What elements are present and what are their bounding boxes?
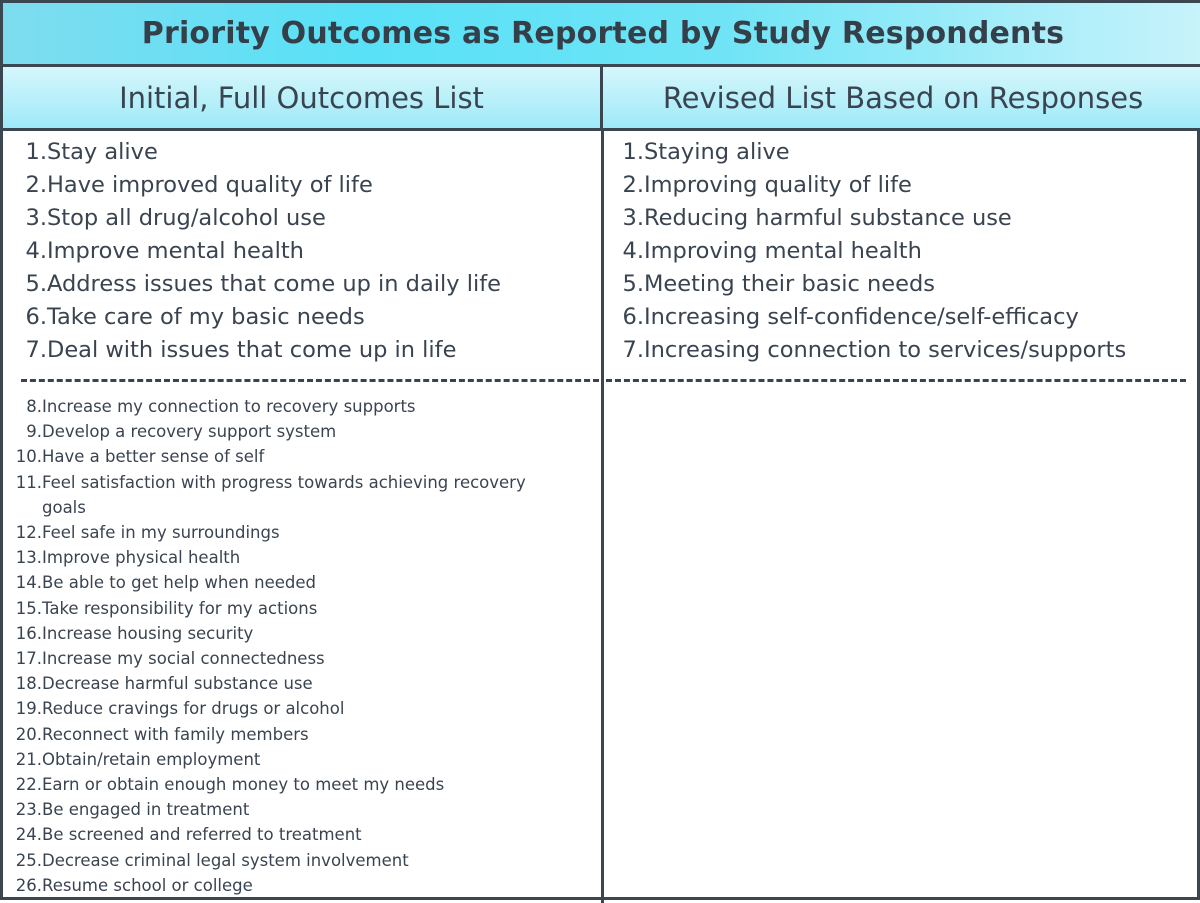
item-number: 19. (15, 699, 42, 719)
initial-outcome-item (11, 722, 571, 747)
item-number: 20. (15, 724, 42, 744)
item-number: 14. (15, 573, 42, 593)
initial-outcome-item (11, 671, 571, 696)
item-text: Take responsibility for my actions (42, 598, 318, 618)
initial-outcome-item (11, 848, 571, 873)
revised-outcome-item (620, 334, 1126, 367)
table-title: Priority Outcomes as Reported by Study Respondents (141, 16, 1065, 51)
item-number: 3. (25, 205, 47, 231)
item-text: Improving quality of life (644, 172, 912, 198)
item-number: 5. (622, 271, 644, 297)
item-text: Increase my social connectedness (42, 649, 325, 669)
initial-outcome-item (11, 822, 571, 847)
item-text: Increase my connection to recovery supports (42, 397, 416, 416)
item-text: Feel safe in my surroundings (42, 523, 280, 543)
initial-outcome-item (23, 301, 501, 334)
item-text: Be screened and referred to treatment (42, 825, 362, 845)
item-text: Be able to get help when needed (42, 573, 317, 593)
item-text: Obtain/retain employment (42, 749, 261, 769)
item-text: Increasing self-confidence/self-efficacy (644, 304, 1079, 330)
item-text: Be engaged in treatment (42, 800, 250, 820)
item-number: 21. (15, 749, 42, 769)
item-number: 11. (15, 472, 42, 492)
dashed-separator-right (606, 379, 1186, 382)
item-text: Have improved quality of life (47, 172, 373, 198)
item-number: 1. (25, 139, 47, 165)
initial-outcome-item (11, 545, 571, 570)
initial-outcome-item (11, 394, 571, 419)
dashed-separator-left (21, 379, 599, 382)
initial-outcome-item (11, 797, 571, 822)
item-number: 1. (622, 139, 644, 165)
item-text: Reconnect with family members (42, 724, 309, 744)
initial-list-header (3, 67, 603, 128)
item-number: 23. (15, 800, 42, 820)
item-text: Stop all drug/alcohol use (47, 205, 326, 231)
item-text: Deal with issues that come up in life (47, 337, 457, 363)
item-text: Improve mental health (47, 238, 304, 264)
item-text: Resume school or college (42, 875, 253, 895)
item-text: Earn or obtain enough money to meet my needs (42, 775, 445, 795)
title-bar (3, 3, 1200, 67)
initial-outcome-item (11, 696, 571, 721)
item-number: 15. (15, 598, 42, 618)
revised-list (620, 136, 1126, 367)
initial-outcome-item (11, 873, 571, 898)
column-header-row (3, 67, 1200, 131)
item-number: 7. (25, 337, 47, 363)
initial-list-header-label: Initial, Full Outcomes List (119, 80, 484, 115)
revised-outcome-item (620, 235, 1126, 268)
item-number: 7. (622, 337, 644, 363)
initial-top-list (23, 136, 501, 367)
revised-list-header-label: Revised List Based on Responses (662, 80, 1144, 115)
item-number: 3. (622, 205, 644, 231)
item-text: Reducing harmful substance use (644, 205, 1012, 231)
item-number: 13. (15, 548, 42, 568)
item-text: Stay alive (47, 139, 158, 165)
item-text: Improve physical health (42, 548, 241, 568)
item-number: 17. (15, 649, 42, 669)
initial-outcome-item (23, 136, 501, 169)
item-text: Take care of my basic needs (47, 304, 365, 330)
item-text: Improving mental health (644, 238, 922, 264)
revised-outcome-item (620, 136, 1126, 169)
item-number: 2. (25, 172, 47, 198)
item-text: Decrease criminal legal system involvement (42, 850, 409, 870)
item-number: 12. (15, 523, 42, 543)
initial-outcome-item (23, 169, 501, 202)
item-text: Feel satisfaction with progress towards achieving recovery goals (42, 472, 526, 517)
initial-outcome-item (11, 646, 571, 671)
item-number: 8. (26, 397, 42, 416)
item-text: Meeting their basic needs (644, 271, 935, 297)
initial-outcome-item (11, 444, 571, 469)
initial-outcome-item (11, 596, 571, 621)
initial-outcome-item (23, 235, 501, 268)
item-number: 9. (26, 422, 42, 442)
item-text: Staying alive (644, 139, 790, 165)
item-number: 24. (15, 825, 42, 845)
initial-outcome-item (11, 570, 571, 595)
item-text: Have a better sense of self (42, 447, 265, 467)
revised-outcome-item (620, 202, 1126, 235)
item-number: 22. (15, 775, 42, 795)
initial-outcome-item (23, 334, 501, 367)
item-text: Reduce cravings for drugs or alcohol (42, 699, 345, 719)
item-number: 4. (622, 238, 644, 264)
initial-outcome-item (11, 419, 571, 444)
item-text: Decrease harmful substance use (42, 674, 313, 694)
item-number: 10. (15, 447, 42, 467)
item-number: 4. (25, 238, 47, 264)
initial-outcome-item (11, 747, 571, 772)
initial-outcome-item (11, 621, 571, 646)
item-number: 26. (15, 875, 42, 895)
initial-outcome-item (11, 520, 571, 545)
item-number: 25. (15, 850, 42, 870)
item-text: Increase housing security (42, 623, 254, 643)
item-number: 6. (622, 304, 644, 330)
revised-list-header (603, 67, 1200, 128)
item-number: 5. (25, 271, 47, 297)
column-divider (601, 131, 604, 903)
item-text: Increasing connection to services/supports (644, 337, 1127, 363)
revised-outcome-item (620, 301, 1126, 334)
initial-outcome-item (23, 202, 501, 235)
initial-outcome-item (11, 470, 571, 520)
initial-outcome-item (11, 772, 571, 797)
item-text: Develop a recovery support system (42, 422, 337, 442)
item-number: 2. (622, 172, 644, 198)
item-number: 16. (15, 623, 42, 643)
revised-outcome-item (620, 268, 1126, 301)
item-number: 18. (15, 674, 42, 694)
initial-remaining-list (11, 394, 571, 898)
item-text: Address issues that come up in daily life (47, 271, 501, 297)
item-number: 6. (25, 304, 47, 330)
revised-outcome-item (620, 169, 1126, 202)
initial-outcome-item (23, 268, 501, 301)
